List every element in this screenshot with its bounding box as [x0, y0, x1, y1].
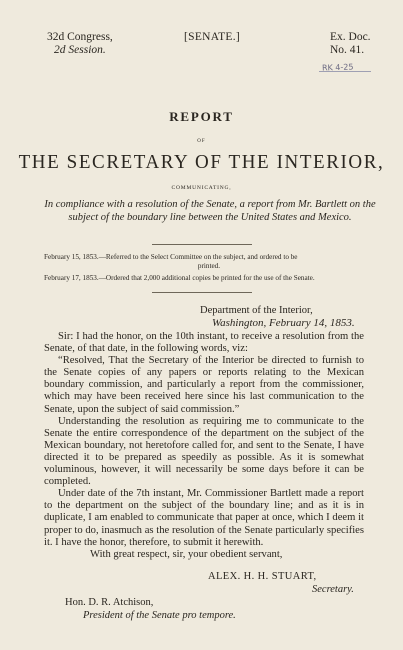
note-continuation: printed. [197, 262, 221, 270]
of-label: OF [197, 139, 206, 144]
letter-closing: With great respect, sir, your obedient servant, [90, 548, 283, 560]
note-text: —Referred to the Select Committee on the subject, and ordered to be [98, 253, 298, 261]
congress-session [47, 31, 113, 57]
department-name: Department of the Interior, [200, 305, 313, 316]
proceeding-note [44, 253, 374, 271]
resolution-summary: In compliance with a resolution of the Senate, a report from Mr. Bartlett on the subject of the boundary line between the United States and Mexico. [44, 199, 376, 223]
chamber-label: [SENATE.] [184, 31, 241, 43]
note-date: February 17, 1853. [44, 274, 99, 282]
letter-paragraph: Under date of the 7th instant, Mr. Commissioner Bartlett made a report to the department on the subject of the boundary line; and as it is in duplicate, I am enabled to communicate that paper at once, which I deem it proper to do, inasmuch as the resolution of the Senate particularly specifies it. I have the honor, therefore, to submit it herewith. [44, 488, 364, 548]
divider-rule [152, 244, 252, 245]
letter-body [44, 331, 364, 561]
signature-title: Secretary. [312, 584, 354, 595]
letter-paragraph: “Resolved, That the Secretary of the Interior be directed to furnish to the Senate copies of any papers or reports relating to the Mexican boundary commission, and particularly a report from the commissioner, which may have been received here since his last communication to the Senate, upon the subject of said commission.” [44, 355, 364, 415]
addressee-title: President of the Senate pro tempore. [83, 610, 236, 621]
letter-paragraph: Understanding the resolution as requiring me to communicate to the Senate the entire correspondence of the department on the subject of the Mexican boundary, not heretofore called for, and sent to the Senate, I have directed it to be prepared as speedily as possible. As it is somewhat voluminous, however, it will necessarily be some days before it can be completed. [44, 415, 364, 488]
communicating-label: COMMUNICATING, [171, 185, 232, 191]
doc-type-label: Ex. Doc. [330, 31, 371, 43]
place-date: Washington, February 14, 1853. [212, 317, 355, 329]
addressee-block [65, 596, 236, 622]
letter-paragraph: Sir: I had the honor, on the 10th instant, to receive a resolution from the Senate, of that date, in the following words, viz: [44, 331, 364, 355]
handwritten-note: RK 4-25 [321, 62, 354, 73]
congress-label: 32d Congress, [47, 31, 113, 43]
addressee-name: Hon. D. R. Atchison, [65, 597, 154, 608]
note-text: —Ordered that 2,000 additional copies be printed for the use of the Senate. [98, 274, 315, 282]
session-label: 2d Session. [54, 44, 106, 56]
signature-name: ALEX. H. H. STUART, [208, 571, 317, 582]
note-date: February 15, 1853. [44, 253, 99, 261]
proceeding-note [44, 274, 374, 283]
doc-number-label: No. 41. [330, 44, 365, 56]
divider-rule [152, 292, 252, 293]
document-number [330, 31, 371, 57]
report-heading: REPORT [169, 109, 234, 124]
dateline [200, 305, 355, 329]
proceedings-notes [44, 253, 374, 286]
document-title: THE SECRETARY OF THE INTERIOR, [18, 151, 385, 174]
